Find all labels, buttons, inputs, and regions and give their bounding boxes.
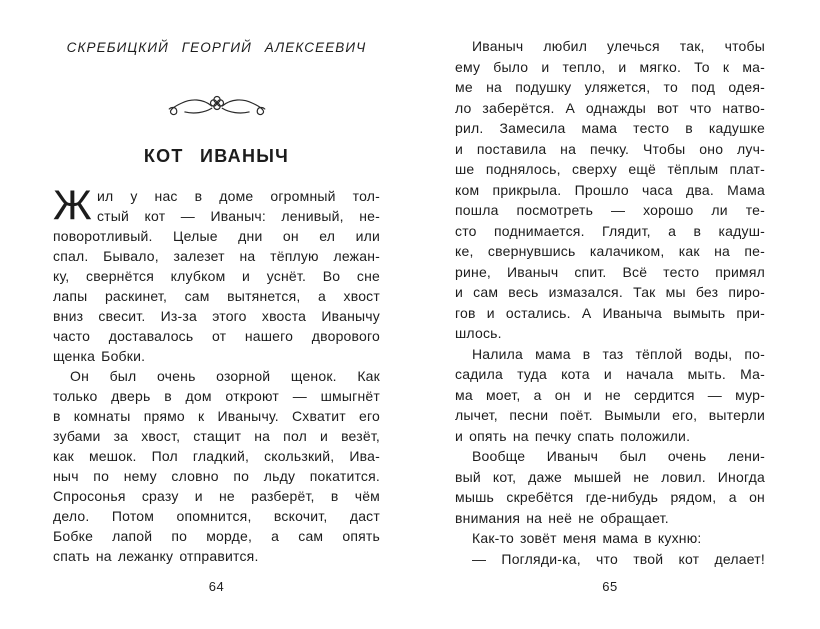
- text-line: и сам весь измазался. Так мы без пиро-: [455, 284, 765, 300]
- paragraph: [455, 528, 765, 549]
- text-line: ил у нас в доме огромный тол-: [96, 188, 380, 204]
- story-title: КОТ ИВАНЫЧ: [143, 146, 290, 166]
- page-number-left: 64: [208, 579, 225, 594]
- text-line: садила туда кота и начала мыть. Ма-: [455, 366, 765, 382]
- paragraph: [53, 366, 380, 566]
- text-line: вый кот, даже мышей не ловил. Иногда: [455, 468, 765, 485]
- text-line: щенка Бобки.: [53, 348, 146, 364]
- drop-cap: Ж: [53, 181, 92, 228]
- text-line: сто поднимается. Глядит, а в кадуш-: [455, 222, 765, 239]
- text-line: шлось.: [455, 325, 502, 341]
- text-line: в комнаты прямо к Иванычу. Схватит его: [53, 408, 380, 424]
- text-line: лапы раскинет, сам вытянется, а хвост: [53, 288, 380, 304]
- page-left: [53, 0, 380, 629]
- text-line: ком прикрыла. Прошло часа два. Мама: [455, 181, 765, 198]
- text-line: и опять на печку спать положили.: [455, 427, 691, 444]
- paragraph: [53, 181, 380, 366]
- text-line: рине, Иваныч спит. Всё тесто примял: [455, 263, 765, 280]
- text-line: спать на лежанку отправится.: [53, 548, 259, 564]
- page-right-body: [455, 36, 765, 569]
- text-line: только дверь в дом откроют — шмыгнёт: [53, 388, 380, 404]
- text-line: — Погляди-ка, что твой кот делает!: [472, 550, 765, 567]
- text-line: спал. Бывало, залезет на тёплую лежан-: [53, 248, 380, 264]
- text-line: гов и остались. А Иваныча вымыть при-: [455, 304, 765, 321]
- paragraph: [455, 344, 765, 447]
- text-line: мышь скребётся где-нибудь рядом, а он: [455, 489, 765, 505]
- page-left-body: [53, 181, 380, 566]
- text-line: вниз свесит. Из-за этого хвоста Иванычу: [53, 308, 380, 324]
- text-line: Иваныч любил улечься так, чтобы: [472, 38, 765, 54]
- page-right: [455, 0, 765, 629]
- text-line: рил. Замесила мама тесто в кадушке: [455, 120, 765, 136]
- text-line: ма моет, а он и не сердится — мур-: [455, 386, 765, 403]
- text-line: Вообще Иваныч был очень лени-: [472, 448, 765, 464]
- text-line: поворотливый. Целые дни он ел или: [53, 228, 380, 244]
- text-line: и поставила на печку. Чтобы оно луч-: [455, 140, 765, 157]
- text-line: дело. Потом опомнится, вскочит, даст: [53, 508, 380, 524]
- ornament-flourish-icon: [53, 90, 380, 127]
- text-line: пошла посмотреть — хорошо ли те-: [455, 202, 765, 218]
- text-line: ему было и тепло, и мягко. То к ма-: [455, 58, 765, 75]
- text-line: ке, свернувшись калачиком, как на пе-: [455, 243, 765, 259]
- text-line: Он был очень озорной щенок. Как: [70, 368, 380, 384]
- text-line: Налила мама в таз тёплой воды, по-: [472, 345, 765, 362]
- text-line: стый кот — Иваныч: ленивый, не-: [96, 208, 380, 224]
- text-line: ме на подушку уляжется, то под одея-: [455, 79, 765, 95]
- paragraph: [455, 446, 765, 528]
- page-number-right: 65: [602, 579, 618, 594]
- text-line: лычет, песни поёт. Вымыли его, вытерли: [455, 407, 765, 423]
- paragraph: [455, 36, 765, 344]
- text-line: Как-то зовёт меня мама в кухню:: [472, 530, 702, 546]
- text-line: как мешок. Пол гладкий, скользкий, Ива-: [53, 448, 380, 464]
- author-header: СКРЕБИЦКИЙ ГЕОРГИЙ АЛЕКСЕЕВИЧ: [66, 40, 367, 55]
- text-line: ку, свернётся клубком и уснёт. Во сне: [53, 268, 380, 284]
- text-line: ло заберётся. А однажды вот что натво-: [455, 99, 765, 116]
- text-line: ныч по нему словно по льду покатится.: [53, 468, 380, 484]
- text-line: часто доставалось от нашего дворового: [53, 328, 380, 344]
- paragraph: [455, 549, 765, 570]
- text-line: зубами за хвост, стащит на пол и везёт,: [53, 428, 380, 444]
- text-line: Спросонья сразу и не разберёт, в чём: [53, 488, 380, 504]
- text-line: ше поднялось, сверху ещё тёплым плат-: [455, 161, 765, 177]
- text-line: внимания на неё не обращает.: [455, 509, 669, 526]
- text-line: Бобке лапой по морде, а сам опять: [53, 528, 380, 544]
